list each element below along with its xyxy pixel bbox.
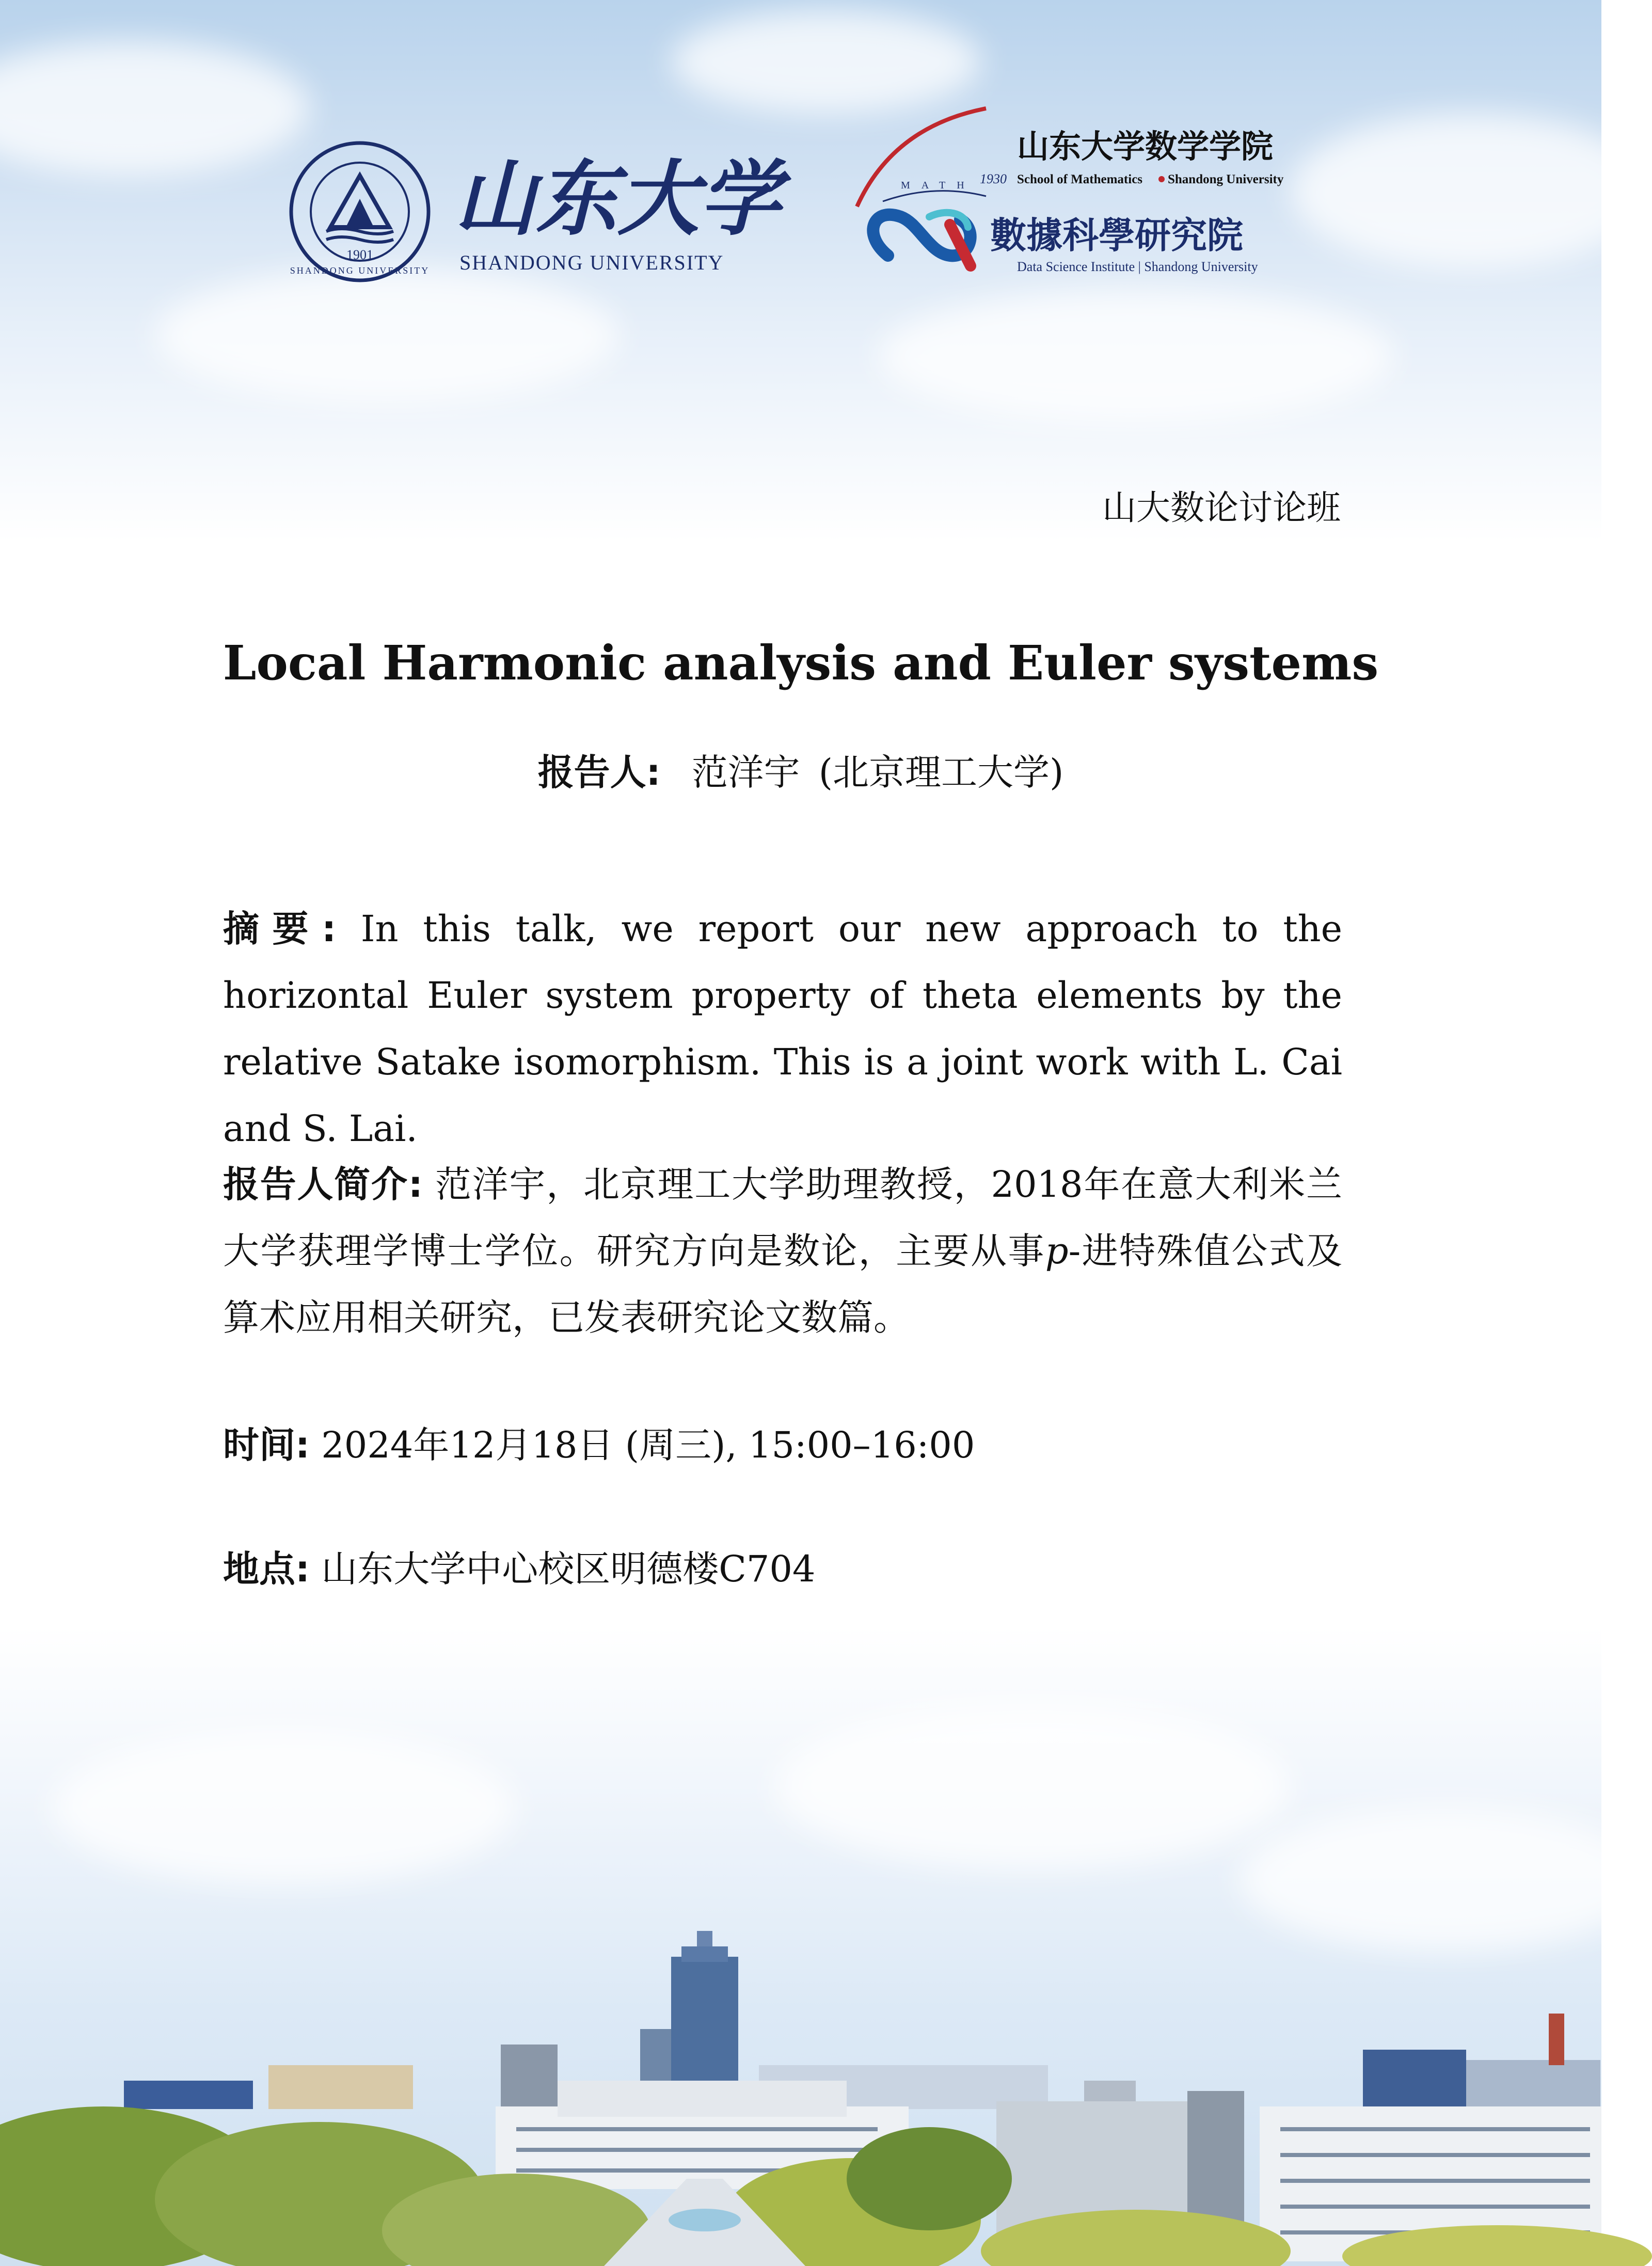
shandong-university-logo (289, 139, 781, 289)
speaker-label: 报告人: (537, 751, 661, 794)
math-school-year: 1930 (980, 171, 1007, 186)
bio-section (223, 1151, 1342, 1351)
institute-logos (852, 106, 1337, 302)
math-school-logo (857, 108, 1284, 207)
cloud (878, 289, 1394, 423)
time-label: 时间: (223, 1424, 310, 1466)
speaker-affiliation: (北京理工大学) (818, 751, 1064, 794)
seal-ring-text: SHANDONG UNIVERSITY (290, 265, 430, 276)
speaker-line (0, 743, 1601, 796)
math-school-en: School of Mathematics (1017, 172, 1143, 186)
bio-text-after: -进特殊值公式及算术应用相关研究，已发表研究论文数篇。 (223, 1230, 1342, 1339)
data-science-institute-logo (873, 213, 1258, 274)
cloud (671, 10, 981, 114)
abstract-section (223, 896, 1342, 1162)
bio-label: 报告人简介: (223, 1163, 423, 1206)
seminar-name: 山大数论讨论班 (1102, 488, 1341, 528)
math-school-cn: 山东大学数学学院 (1017, 128, 1274, 165)
talk-title: Local Harmonic analysis and Euler systems (223, 635, 1379, 691)
dsi-english-name: Data Science Institute | Shandong University (1017, 259, 1258, 274)
dsi-chinese-name: 數據科學研究院 (990, 214, 1243, 257)
time-section (223, 1412, 1342, 1479)
math-school-en2: Shandong University (1168, 172, 1284, 186)
cloud (774, 1704, 1291, 1869)
cloud (52, 1730, 516, 1884)
sdu-english-name: SHANDONG UNIVERSITY (459, 251, 724, 274)
abstract-label: 摘要: (223, 908, 337, 950)
time-value: 2024年12月18日 (周三), 15:00–16:00 (321, 1424, 975, 1466)
bio-text-before: 范洋宇，北京理工大学助理教授，2018年在意大利米兰大学获理学博士学位。研究方向是数论，主要从事 (223, 1163, 1342, 1272)
dsi-infinity-icon (873, 213, 971, 266)
campus-skyline-image (0, 1910, 1601, 2266)
place-section (223, 1536, 1342, 1603)
abstract-text: In this talk, we report our new approach to the horizontal Euler system property of theta elements by the relative Satake isomorphism. This is a joint work with L. Cai and S. Lai. (223, 908, 1342, 1150)
math-letters: MATH (901, 180, 976, 191)
seal-year: 1901 (346, 247, 373, 262)
place-value: 山东大学中心校区明德楼C704 (321, 1548, 816, 1590)
speaker-name: 范洋宇 (691, 751, 800, 794)
sdu-chinese-name: 山东大学 (454, 151, 781, 247)
sdu-seal-icon (290, 143, 430, 280)
bio-math-p: p (1045, 1230, 1069, 1272)
place-label: 地点: (223, 1548, 310, 1590)
cloud (1291, 114, 1652, 268)
